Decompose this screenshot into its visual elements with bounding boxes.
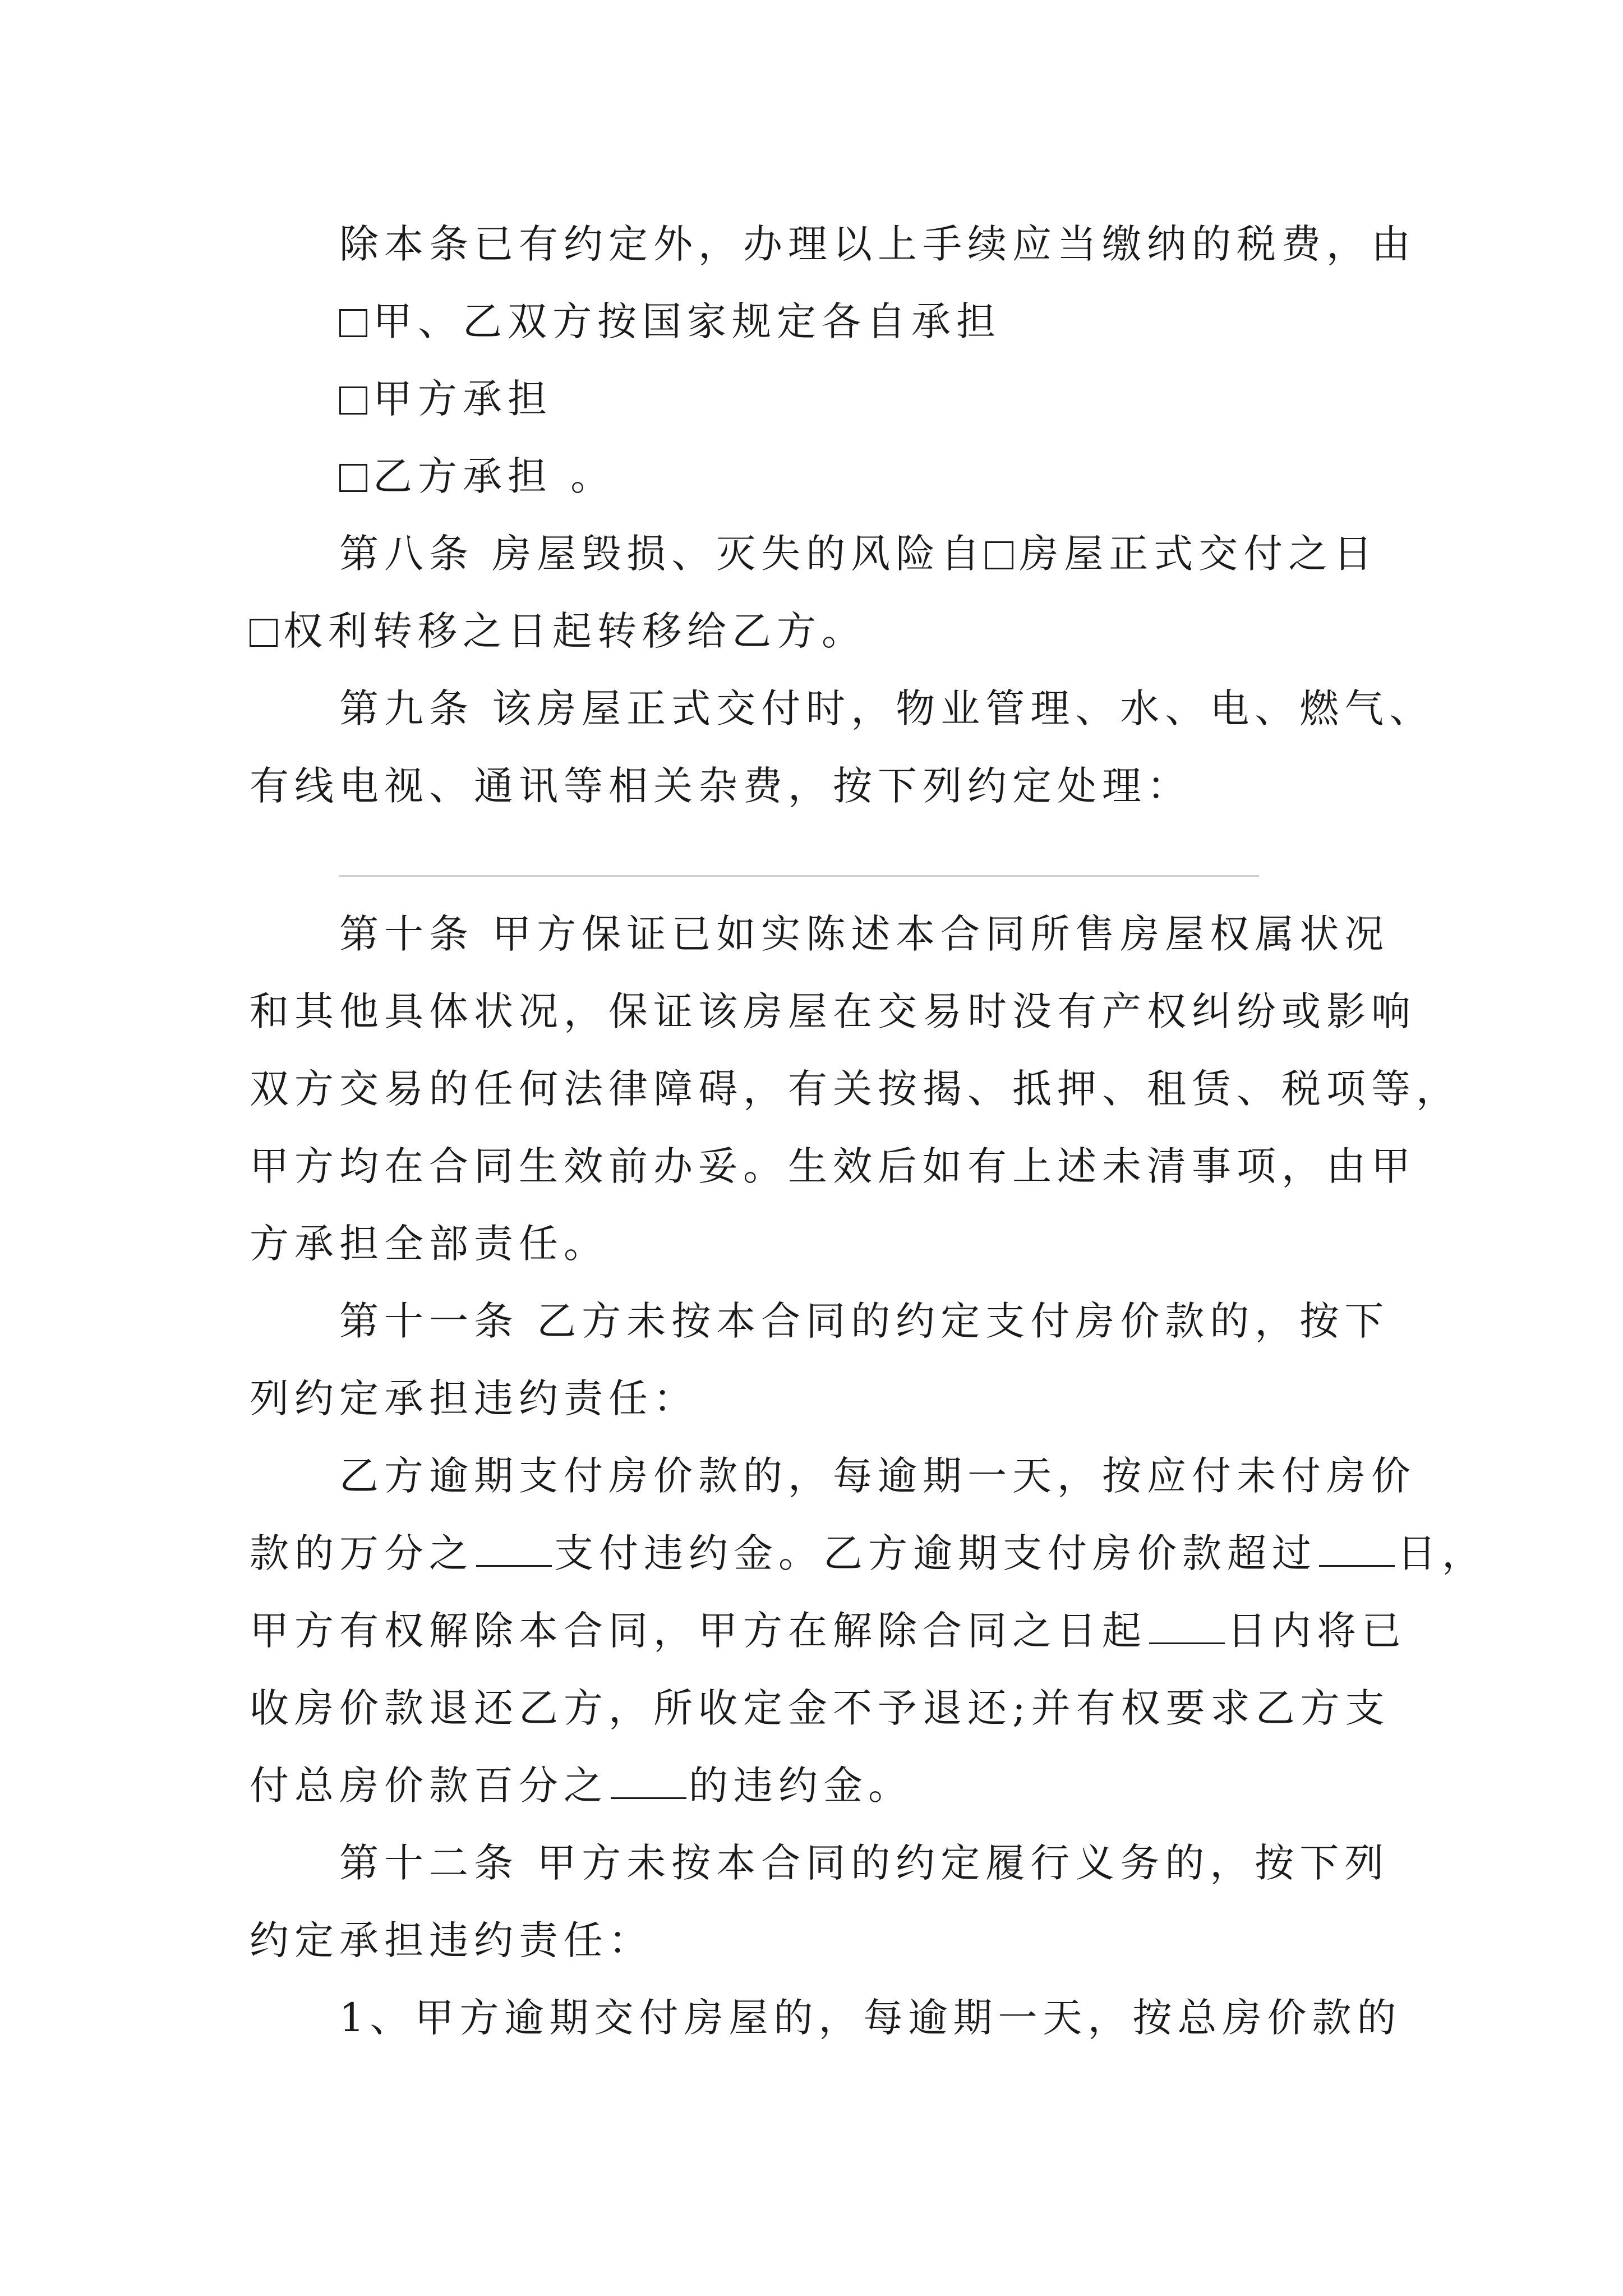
article-10-line-5: 方承担全部责任。 xyxy=(250,1221,608,1267)
article-11-line-1: 第十一条 乙方未按本合同的约定支付房价款的，按下 xyxy=(339,1298,1390,1344)
text-segment: 日内将已 xyxy=(1227,1608,1407,1654)
text-segment: 的违约金。 xyxy=(689,1763,913,1809)
article-8-text-c: 权利转移之日起转移给乙方。 xyxy=(283,608,866,654)
article-11-para-line-5 xyxy=(250,1760,913,1811)
text-segment: 款的万分之 xyxy=(250,1530,474,1576)
article-9-line-1: 第九条 该房屋正式交付时，物业管理、水、电、燃气、 xyxy=(339,685,1435,731)
article-10-line-1: 第十条 甲方保证已如实陈述本合同所售房屋权属状况 xyxy=(339,911,1390,957)
article-12-item-1: 1、甲方逾期交付房屋的，每逾期一天，按总房价款的 xyxy=(339,1995,1402,2041)
text-segment: 支付违约金。乙方逾期支付房价款超过 xyxy=(554,1530,1317,1576)
tax-option-party-b xyxy=(339,451,615,501)
article-8-line-2 xyxy=(250,606,866,656)
fill-blank[interactable] xyxy=(1149,1638,1225,1644)
article-9-line-2: 有线电视、通讯等相关杂费，按下列约定处理： xyxy=(250,763,1192,809)
article-11-para-line-3 xyxy=(250,1605,1407,1656)
fill-blank[interactable] xyxy=(611,1793,686,1799)
checkbox[interactable] xyxy=(339,309,367,337)
article-11-para-line-4: 收房价款退还乙方，所收定金不予退还;并有权要求乙方支 xyxy=(250,1685,1390,1731)
fill-blank[interactable] xyxy=(476,1561,552,1567)
article-8-line-1 xyxy=(339,528,1378,579)
checkbox[interactable] xyxy=(339,464,367,492)
article-10-line-3: 双方交易的任何法律障碍，有关按揭、抵押、租赁、税项等， xyxy=(250,1066,1461,1112)
article-8-text-a: 第八条 房屋毁损、灭失的风险自 xyxy=(339,531,986,577)
text-segment: 付总房价款百分之 xyxy=(250,1763,608,1809)
fill-in-rule xyxy=(339,875,1259,877)
text-segment: 日， xyxy=(1397,1530,1487,1576)
tax-option-party-b-label: 乙方承担 。 xyxy=(373,453,616,499)
article-8-text-b: 房屋正式交付之日 xyxy=(1019,531,1378,577)
tax-option-party-a xyxy=(339,374,552,424)
article-11-para-line-2 xyxy=(250,1528,1487,1579)
article-10-line-4: 甲方均在合同生效前办妥。生效后如有上述未清事项，由甲 xyxy=(250,1143,1416,1189)
article-12-line-1: 第十二条 甲方未按本合同的约定履行义务的，按下列 xyxy=(339,1840,1390,1886)
text-segment: 甲方有权解除本合同，甲方在解除合同之日起 xyxy=(250,1608,1147,1654)
checkbox[interactable] xyxy=(985,541,1013,569)
tax-option-both xyxy=(339,296,1001,347)
article-12-line-2: 约定承担违约责任： xyxy=(250,1917,653,1963)
article-11-line-2: 列约定承担违约责任： xyxy=(250,1375,698,1421)
tax-intro-line: 除本条已有约定外，办理以上手续应当缴纳的税费，由 xyxy=(339,221,1416,267)
article-10-line-2: 和其他具体状况，保证该房屋在交易时没有产权纠纷或影响 xyxy=(250,988,1416,1034)
checkbox[interactable] xyxy=(250,619,278,647)
tax-option-both-label: 甲、乙双方按国家规定各自承担 xyxy=(373,298,1001,344)
checkbox[interactable] xyxy=(339,386,367,415)
article-11-para-line-1: 乙方逾期支付房价款的，每逾期一天，按应付未付房价 xyxy=(339,1453,1416,1499)
tax-option-party-a-label: 甲方承担 xyxy=(373,376,552,422)
fill-blank[interactable] xyxy=(1319,1561,1395,1567)
